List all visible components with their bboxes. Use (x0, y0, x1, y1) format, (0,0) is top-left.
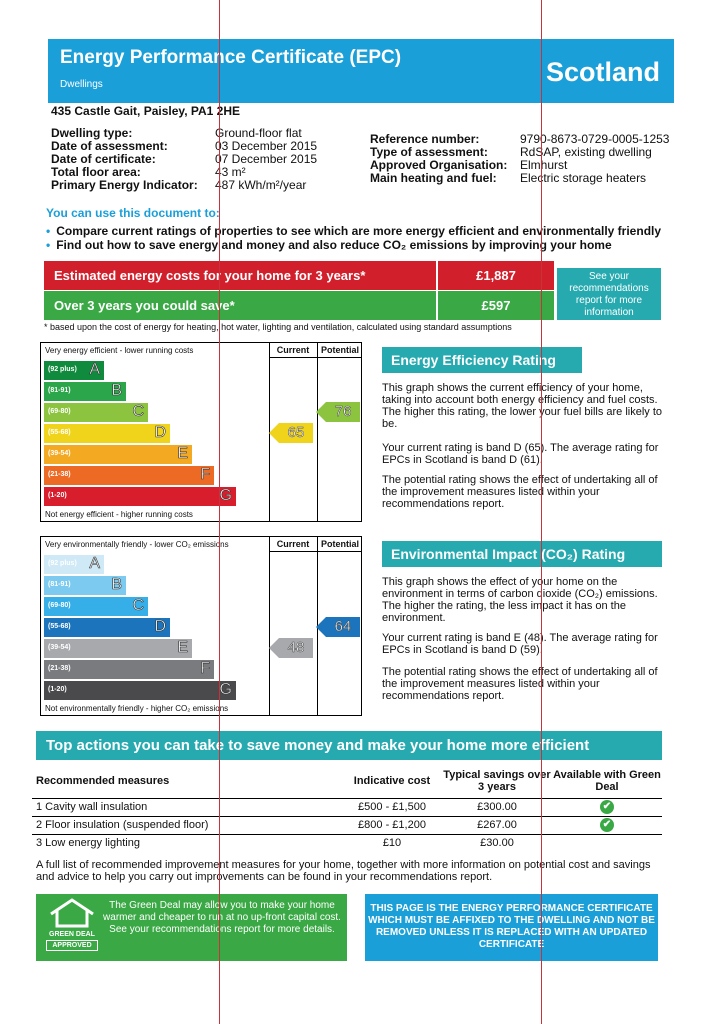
rating-band-b (44, 382, 126, 401)
detail-value: Elmhurst (520, 158, 568, 172)
table-row (32, 798, 662, 816)
measure-cell: 1 Cavity wall insulation (32, 798, 342, 816)
band-letter: A (89, 361, 100, 378)
rating-band-b (44, 576, 126, 595)
rating-band-a (44, 555, 104, 574)
cost-cell: £10 (342, 834, 442, 852)
header-divider (269, 551, 361, 552)
bullet-item (46, 238, 661, 252)
green-deal-cell (552, 834, 662, 852)
rating-band-c (44, 597, 148, 616)
band-range: (1-20) (48, 492, 67, 499)
reference-details (370, 133, 669, 185)
energy-efficiency-chart (40, 342, 362, 522)
rating-band-c (44, 403, 148, 422)
header-divider (269, 357, 361, 358)
band-letter: B (111, 382, 122, 399)
detail-label: Date of assessment: (51, 139, 168, 153)
savings-value: £597 (436, 291, 554, 320)
rating-band-g (44, 487, 236, 506)
green-deal-cell (552, 798, 662, 816)
full-list-note: A full list of recommended improvement measures for your home, together with more information on potential cost and savings and advice to help you carry out improvements can be found in your recommendations report. (36, 859, 651, 883)
detail-value: RdSAP, existing dwelling (520, 145, 652, 159)
savings-row (44, 291, 554, 320)
rating-band-f (44, 466, 214, 485)
bullet-text: Compare current ratings of properties to see which are more energy efficient and environmentally friendly (56, 224, 662, 238)
current-column-header: Current (276, 539, 310, 549)
marker-value: 76 (334, 403, 352, 420)
detail-label: Dwelling type: (51, 126, 133, 140)
marker-arrow (269, 423, 279, 443)
savings-column-header: Typical savings over 3 years (443, 768, 551, 793)
band-letter: F (200, 466, 210, 483)
saving-cell: £300.00 (442, 798, 552, 816)
chart-top-label: Very environmentally friendly - lower CO₂ emissions (45, 540, 229, 549)
environmental-impact-chart (40, 536, 362, 716)
detail-value: 43 m² (215, 165, 246, 179)
detail-row (51, 179, 317, 192)
table-header-row (32, 764, 662, 798)
band-letter: E (177, 445, 188, 462)
environment-para-3: The potential rating shows the effect of undertaking all of the improvement measures listed within your recommendations report. (382, 666, 658, 702)
detail-row (370, 172, 669, 185)
table-row (32, 816, 662, 834)
dwelling-details (51, 127, 317, 192)
green-deal-column-header: Available with Green Deal (553, 768, 661, 793)
band-letter: G (219, 487, 232, 504)
rating-band-g (44, 681, 236, 700)
band-range: (81-91) (48, 387, 71, 394)
cost-cell: £500 - £1,500 (342, 798, 442, 816)
current-column-header: Current (276, 345, 310, 355)
detail-label: Approved Organisation: (370, 158, 508, 172)
estimated-cost-label: Estimated energy costs for your home for 3 years* (54, 268, 366, 283)
efficiency-panel-title: Energy Efficiency Rating (382, 347, 582, 373)
chart-bottom-label: Not environmentally friendly - higher CO₂ emissions (45, 704, 229, 713)
band-range: (21-38) (48, 665, 71, 672)
saving-cell: £267.00 (442, 816, 552, 834)
recommended-measures-table (32, 764, 662, 852)
band-range: (39-54) (48, 450, 71, 457)
band-letter: G (219, 681, 232, 698)
potential-column-header: Potential (320, 345, 359, 355)
detail-value: 487 kWh/m²/year (215, 178, 307, 192)
measure-cell: 2 Floor insulation (suspended floor) (32, 816, 342, 834)
detail-value: 07 December 2015 (215, 152, 318, 166)
potential-rating-marker (326, 402, 360, 422)
detail-label: Date of certificate: (51, 152, 156, 166)
see-report-note: See your recommendations report for more information (557, 268, 661, 320)
chart-bottom-label: Not energy efficient - higher running costs (45, 510, 193, 519)
marker-arrow (316, 402, 326, 422)
band-range: (1-20) (48, 686, 67, 693)
measure-cell: 3 Low energy lighting (32, 834, 342, 852)
bullet-item (46, 224, 661, 238)
band-range: (55-68) (48, 429, 71, 436)
savings-label: Over 3 years you could save* (54, 298, 235, 313)
band-letter: F (200, 660, 210, 677)
environment-para-2: Your current rating is band E (48). The average rating for EPCs in Scotland is band D (59). (382, 632, 658, 656)
marker-value: 48 (287, 639, 305, 656)
detail-value: 03 December 2015 (215, 139, 318, 153)
green-deal-approved-text: APPROVED (46, 940, 98, 951)
detail-label: Total floor area: (51, 165, 141, 179)
environment-para-1: This graph shows the effect of your home on the environment in terms of carbon dioxide (CO₂) emissions. The higher the rating, the less impact it has on the environment. (382, 576, 658, 624)
certificate-subtitle: Dwellings (60, 79, 103, 90)
green-deal-box (36, 894, 347, 961)
use-document-heading: You can use this document to: (46, 206, 220, 220)
scan-line (541, 0, 542, 1024)
marker-value: 65 (287, 424, 305, 441)
top-actions-title: Top actions you can take to save money and make your home more efficient (36, 731, 662, 760)
rating-band-e (44, 639, 192, 658)
column-divider (317, 343, 318, 521)
table-row (32, 834, 662, 852)
measure-column-header: Recommended measures (36, 774, 170, 787)
rating-band-a (44, 361, 104, 380)
detail-label: Type of assessment: (370, 145, 488, 159)
efficiency-para-3: The potential rating shows the effect of undertaking all of the improvement measures listed within your recommendations report. (382, 474, 658, 510)
green-deal-cell (552, 816, 662, 834)
band-range: (81-91) (48, 581, 71, 588)
bullet-text: Find out how to save energy and money and also reduce CO₂ emissions by improving your home (56, 238, 612, 252)
marker-arrow (269, 638, 279, 658)
band-range: (69-80) (48, 408, 71, 415)
band-range: (92 plus) (48, 560, 77, 567)
band-letter: C (132, 403, 144, 420)
band-letter: C (132, 597, 144, 614)
efficiency-para-2: Your current rating is band D (65). The average rating for EPCs in Scotland is band D (61). (382, 442, 659, 466)
energy-costs (44, 261, 554, 321)
band-range: (55-68) (48, 623, 71, 630)
check-icon: ✔ (600, 818, 614, 832)
green-deal-logo (46, 898, 98, 956)
detail-label: Reference number: (370, 132, 480, 146)
detail-value: Electric storage heaters (520, 171, 647, 185)
estimated-cost-row (44, 261, 554, 290)
scan-line (219, 0, 220, 1024)
chart-top-label: Very energy efficient - lower running costs (45, 346, 194, 355)
property-address: 435 Castle Gait, Paisley, PA1 2HE (51, 104, 240, 118)
band-letter: D (154, 424, 166, 441)
band-letter: B (111, 576, 122, 593)
potential-rating-marker (326, 617, 360, 637)
detail-label: Primary Energy Indicator: (51, 178, 198, 192)
detail-label: Main heating and fuel: (370, 171, 497, 185)
current-rating-marker (279, 638, 313, 658)
band-range: (92 plus) (48, 366, 77, 373)
marker-value: 64 (334, 618, 352, 635)
band-range: (69-80) (48, 602, 71, 609)
band-range: (39-54) (48, 644, 71, 651)
column-divider (269, 537, 270, 715)
rating-band-f (44, 660, 214, 679)
bullet-icon: • (46, 224, 51, 238)
usage-bullets (46, 224, 661, 252)
band-letter: A (89, 555, 100, 572)
saving-cell: £30.00 (442, 834, 552, 852)
certificate-title: Energy Performance Certificate (EPC) (60, 47, 402, 68)
environment-panel-title: Environmental Impact (CO₂) Rating (382, 541, 662, 567)
current-rating-marker (279, 423, 313, 443)
cost-column-header: Indicative cost (353, 774, 431, 787)
detail-value: 9790-8673-0729-0005-1253 (520, 132, 670, 146)
band-letter: E (177, 639, 188, 656)
epc-header (48, 39, 674, 103)
estimated-cost-value: £1,887 (436, 261, 554, 290)
efficiency-para-1: This graph shows the current efficiency of your home, taking into account both energy efficiency and fuel costs. The higher this rating, the lower your fuel bills are likely to be. (382, 382, 663, 430)
band-letter: D (154, 618, 166, 635)
band-range: (21-38) (48, 471, 71, 478)
green-deal-logo-text: GREEN DEAL (49, 931, 95, 938)
check-icon: ✔ (600, 800, 614, 814)
potential-column-header: Potential (320, 539, 359, 549)
rating-band-d (44, 618, 170, 637)
marker-arrow (316, 617, 326, 637)
country-label: Scotland (545, 57, 660, 87)
bullet-icon: • (46, 238, 51, 252)
cost-cell: £800 - £1,200 (342, 816, 442, 834)
green-deal-text: The Green Deal may allow you to make your home warmer and cheaper to run at no up-front capital cost. See your recommendations report for more details. (103, 900, 341, 935)
rating-band-e (44, 445, 192, 464)
house-icon (48, 898, 96, 928)
cost-footnote: * based upon the cost of energy for heating, hot water, lighting and ventilation, calculated using standard assumptions (44, 322, 512, 332)
certificate-notice: THIS PAGE IS THE ENERGY PERFORMANCE CERTIFICATE WHICH MUST BE AFFIXED TO THE DWELLING AND NOT BE REMOVED UNLESS IT IS REPLACED WITH AN UPDATED CERTIFICATE (365, 894, 658, 961)
rating-band-d (44, 424, 170, 443)
detail-value: Ground-floor flat (215, 126, 302, 140)
